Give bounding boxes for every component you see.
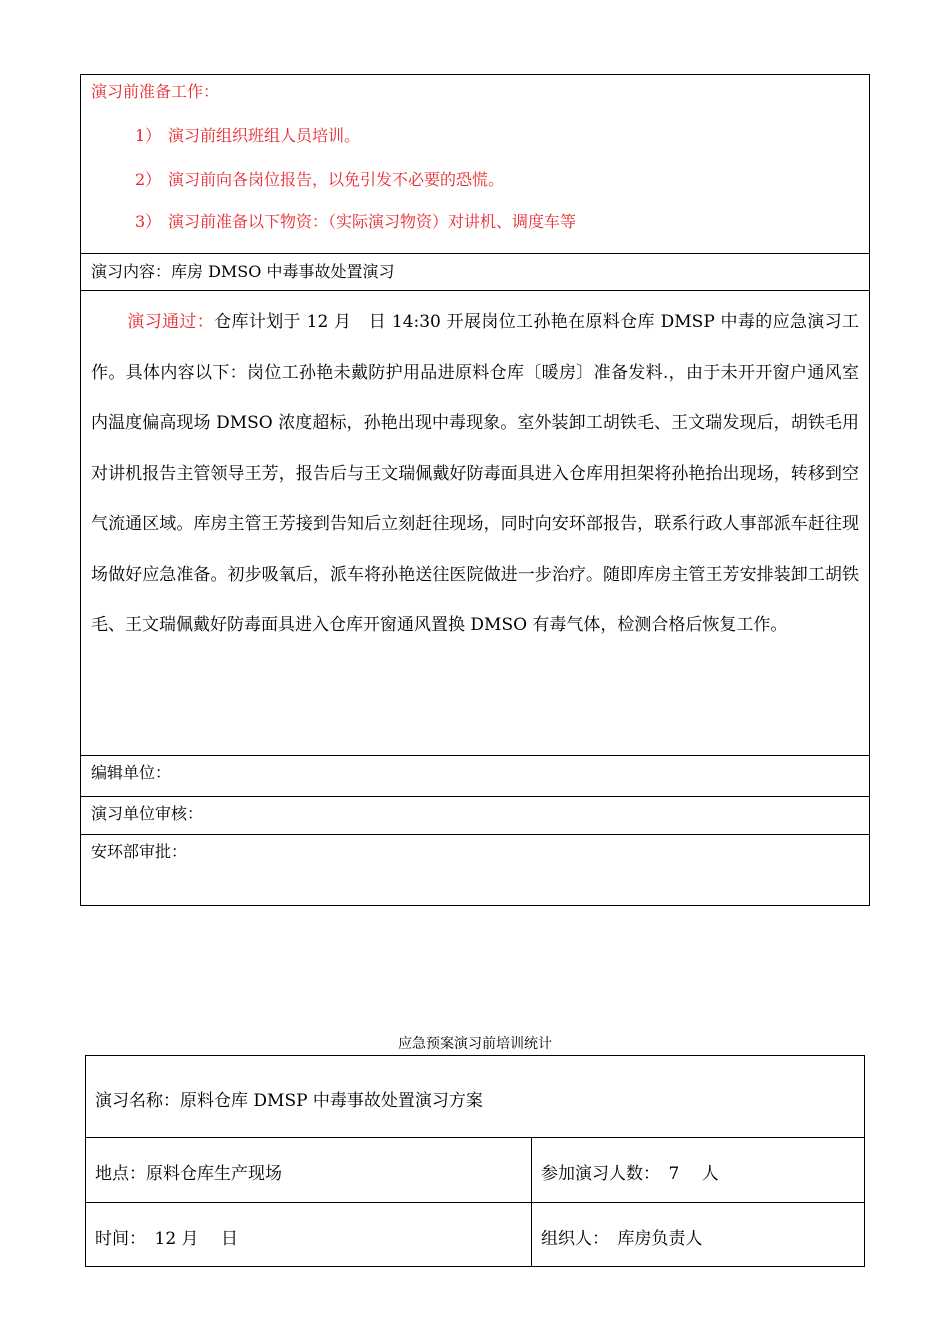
participant-count: 参加演习人数： 7 人 [541,1164,719,1184]
prep-item [135,123,360,146]
prep-item [135,209,576,232]
drill-time: 时间： 12 月 日 [95,1229,238,1249]
row-divider [86,1137,864,1138]
training-table-caption: 应急预案演习前培训统计 [398,1036,552,1052]
row-divider [81,796,869,797]
prep-item-text: 演习前组织班组人员培训。 [168,126,361,145]
drill-name: 演习名称：原料仓库 DMSP 中毒事故处置演习方案 [95,1091,483,1111]
row-divider [86,1202,864,1203]
organizer: 组织人： 库房负责人 [541,1229,703,1249]
edit-unit-label: 编辑单位： [91,763,172,782]
prep-title: 演习前准备工作： [91,82,220,101]
row-divider [81,834,869,835]
drill-plan-table [80,74,870,906]
drill-process-text: 仓库计划于 12 月 日 14:30 开展岗位工孙艳在原料仓库 DMSP 中毒的应急演习工作。具体内容以下：岗位工孙艳未戴防护用品进原料仓库〔暖房〕准备发料.，由于未开开窗户通风室内温度偏高现场 DMSO 浓度超标，孙艳出现中毒现象。室外装卸工胡铁毛、王文瑞发现后，胡铁毛用对讲机报告主管领导王芳，报告后与王文瑞佩戴好防毒面具进入仓库用担架将孙艳抬出现场，转移到空气流通区域。库房主管王芳接到告知后立刻赶往现场，同时向安环部报告，联系行政人事部派车赶往现场做好应急准备。初步吸氧后，派车将孙艳送往医院做进一步治疗。随即库房主管王芳安排装卸工胡铁毛、王文瑞佩戴好防毒面具进入仓库开窗通风置换 DMSO 有毒气体，检测合格后恢复工作。 [91,312,860,635]
prep-item-text: 演习前准备以下物资：（实际演习物资）对讲机、调度车等 [168,212,577,231]
approval-label: 安环部审批： [91,842,188,861]
prep-item-number: 2） [135,170,162,189]
review-unit-label: 演习单位审核： [91,804,204,823]
drill-content-label: 演习内容：库房 DMSO 中毒事故处置演习 [91,262,395,281]
prep-item-number: 3） [135,212,162,231]
row-divider [81,253,869,254]
drill-process-paragraph [91,297,859,651]
drill-location: 地点：原料仓库生产现场 [95,1164,282,1184]
row-divider [81,290,869,291]
prep-item [135,167,504,190]
training-stats-table [85,1055,865,1267]
prep-item-text: 演习前向各岗位报告，以免引发不必要的恐慌。 [168,170,505,189]
prep-item-number: 1） [135,126,162,145]
drill-process-label: 演习通过： [127,312,215,332]
row-divider [81,755,869,756]
